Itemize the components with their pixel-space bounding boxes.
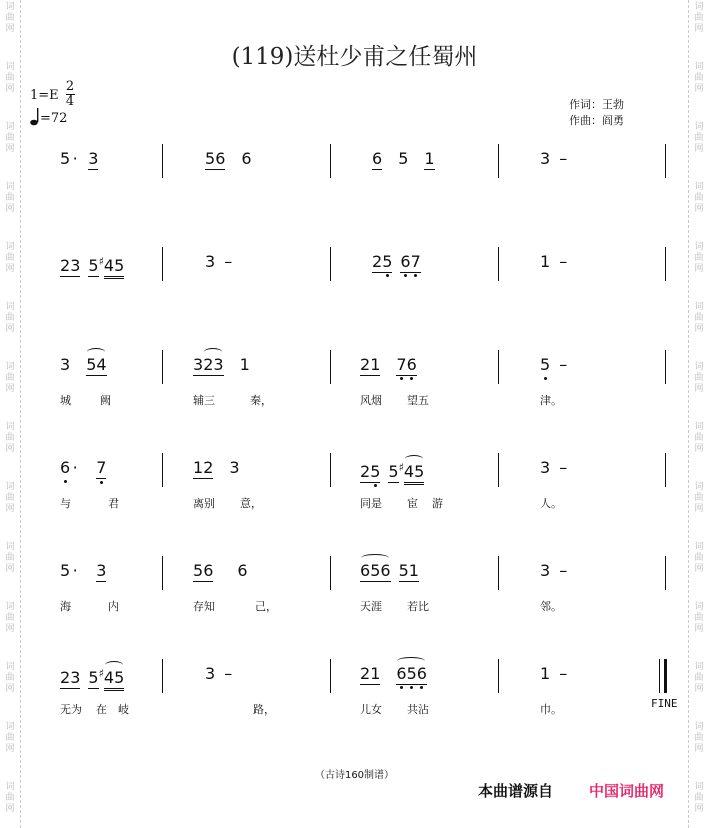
measure: 21 656 <box>360 665 427 683</box>
lyric: 无为 <box>60 703 82 716</box>
source-label: 本曲谱源自 <box>478 782 554 800</box>
lyric: 津。 <box>540 394 562 407</box>
watermark-stamp: 词 曲 网 <box>694 662 704 694</box>
time-signature <box>64 80 76 109</box>
watermark-stamp: 词 曲 网 <box>5 122 15 154</box>
meter-top: 2 <box>65 79 75 94</box>
lyric: 共沾 <box>407 703 429 716</box>
lyric: 阙 <box>100 394 111 407</box>
lyric: 秦， <box>250 394 272 407</box>
page-title: (119)送杜少甫之任蜀州 <box>231 44 478 70</box>
lyric: 在 <box>96 703 107 716</box>
watermark-stamp: 词 曲 网 <box>5 482 15 514</box>
measure: 3 – <box>540 149 568 168</box>
watermark-stamp: 词 曲 网 <box>694 302 704 334</box>
watermark-stamp: 词 曲 网 <box>694 122 704 154</box>
lyric: 同是 <box>360 497 382 510</box>
lyric: 存知 <box>193 600 215 613</box>
lyric: 天涯 <box>360 600 382 613</box>
measure: 656 51 <box>360 562 419 580</box>
watermark-stamp: 词 曲 网 <box>694 602 704 634</box>
watermark-stamp: 词 曲 网 <box>5 542 15 574</box>
lyric: 离别 <box>193 497 215 510</box>
lyric: 宦 <box>407 497 418 510</box>
quarter-note-icon <box>30 108 40 126</box>
lyric: 君 <box>108 497 119 510</box>
measure: 23 5♯ 45 <box>60 665 124 689</box>
measure: 6 5 1 <box>372 149 435 168</box>
footnote: （古诗160制谱） <box>314 770 395 781</box>
measure: 1 – <box>540 252 568 271</box>
measure: 25 67 <box>372 252 421 271</box>
watermark-stamp: 词 曲 网 <box>5 242 15 274</box>
tempo-marking <box>30 108 67 126</box>
watermark-stamp: 词 曲 网 <box>5 2 15 34</box>
measure: 3 – <box>205 664 233 683</box>
measure: 56 6 <box>205 149 252 168</box>
lyric: 游 <box>432 497 443 510</box>
lyric: 岐 <box>118 703 129 716</box>
watermark-stamp: 词 曲 网 <box>5 722 15 754</box>
measure: 5 · 3 <box>60 561 107 580</box>
measure: 25 5♯ 45 <box>360 459 424 483</box>
watermark-stamp: 词 曲 网 <box>5 302 15 334</box>
measure: 3 – <box>540 561 568 580</box>
measure: 3 – <box>540 458 568 477</box>
watermark-stamp: 词 曲 网 <box>5 602 15 634</box>
lyric: 城 <box>60 394 71 407</box>
left-watermark-strip <box>0 0 21 828</box>
measure: 3 54 <box>60 356 107 374</box>
lyric: 意， <box>240 497 262 510</box>
measure: 5 – <box>540 355 568 374</box>
watermark-stamp: 词 曲 网 <box>5 422 15 454</box>
measure: 3 23 1 <box>193 356 250 374</box>
watermark-stamp: 词 曲 网 <box>694 362 704 394</box>
lyric: 望五 <box>407 394 429 407</box>
lyricist-credit: 作词：王勃 <box>569 98 624 111</box>
fine-marking: FINE <box>651 697 678 710</box>
watermark-stamp: 词 曲 网 <box>5 362 15 394</box>
lyric: 邻。 <box>540 600 562 613</box>
measure: 21 76 <box>360 355 417 374</box>
watermark-stamp: 词 曲 网 <box>694 722 704 754</box>
composer-credit: 作曲：阎勇 <box>569 114 624 127</box>
lyric: 若比 <box>407 600 429 613</box>
watermark-stamp: 词 曲 网 <box>5 782 15 814</box>
watermark-stamp: 词 曲 网 <box>5 662 15 694</box>
measure: 6 · 7 <box>60 458 107 477</box>
lyric: 巾。 <box>540 703 562 716</box>
lyric: 与 <box>60 497 71 510</box>
measure: 23 5♯45 <box>60 253 124 277</box>
measure: 3 – <box>205 252 233 271</box>
lyric: 辅三 <box>193 394 215 407</box>
lyric: 儿女 <box>360 703 382 716</box>
lyric: 己， <box>255 600 277 613</box>
watermark-stamp: 词 曲 网 <box>694 482 704 514</box>
brand-link[interactable]: 中国词曲网 <box>589 782 665 800</box>
lyric: 路， <box>253 703 275 716</box>
meter-bottom: 4 <box>65 94 75 109</box>
watermark-stamp: 词 曲 网 <box>694 782 704 814</box>
watermark-stamp: 词 曲 网 <box>5 182 15 214</box>
measure: 12 3 <box>193 458 240 477</box>
watermark-stamp: 词 曲 网 <box>694 422 704 454</box>
measure: 1 – <box>540 664 568 683</box>
watermark-stamp: 词 曲 网 <box>694 62 704 94</box>
right-watermark-strip <box>688 0 709 828</box>
measure: 5 · 3 <box>60 149 99 168</box>
watermark-stamp: 词 曲 网 <box>694 182 704 214</box>
lyric: 海 <box>60 600 71 613</box>
lyric: 风烟 <box>360 394 382 407</box>
lyric: 人。 <box>540 497 562 510</box>
key-signature: 1=E <box>30 88 59 103</box>
watermark-stamp: 词 曲 网 <box>694 242 704 274</box>
lyric: 内 <box>108 600 119 613</box>
measure: 56 6 <box>193 561 248 580</box>
watermark-stamp: 词 曲 网 <box>694 542 704 574</box>
watermark-stamp: 词 曲 网 <box>694 2 704 34</box>
watermark-stamp: 词 曲 网 <box>5 62 15 94</box>
tempo-value: =72 <box>40 111 68 126</box>
